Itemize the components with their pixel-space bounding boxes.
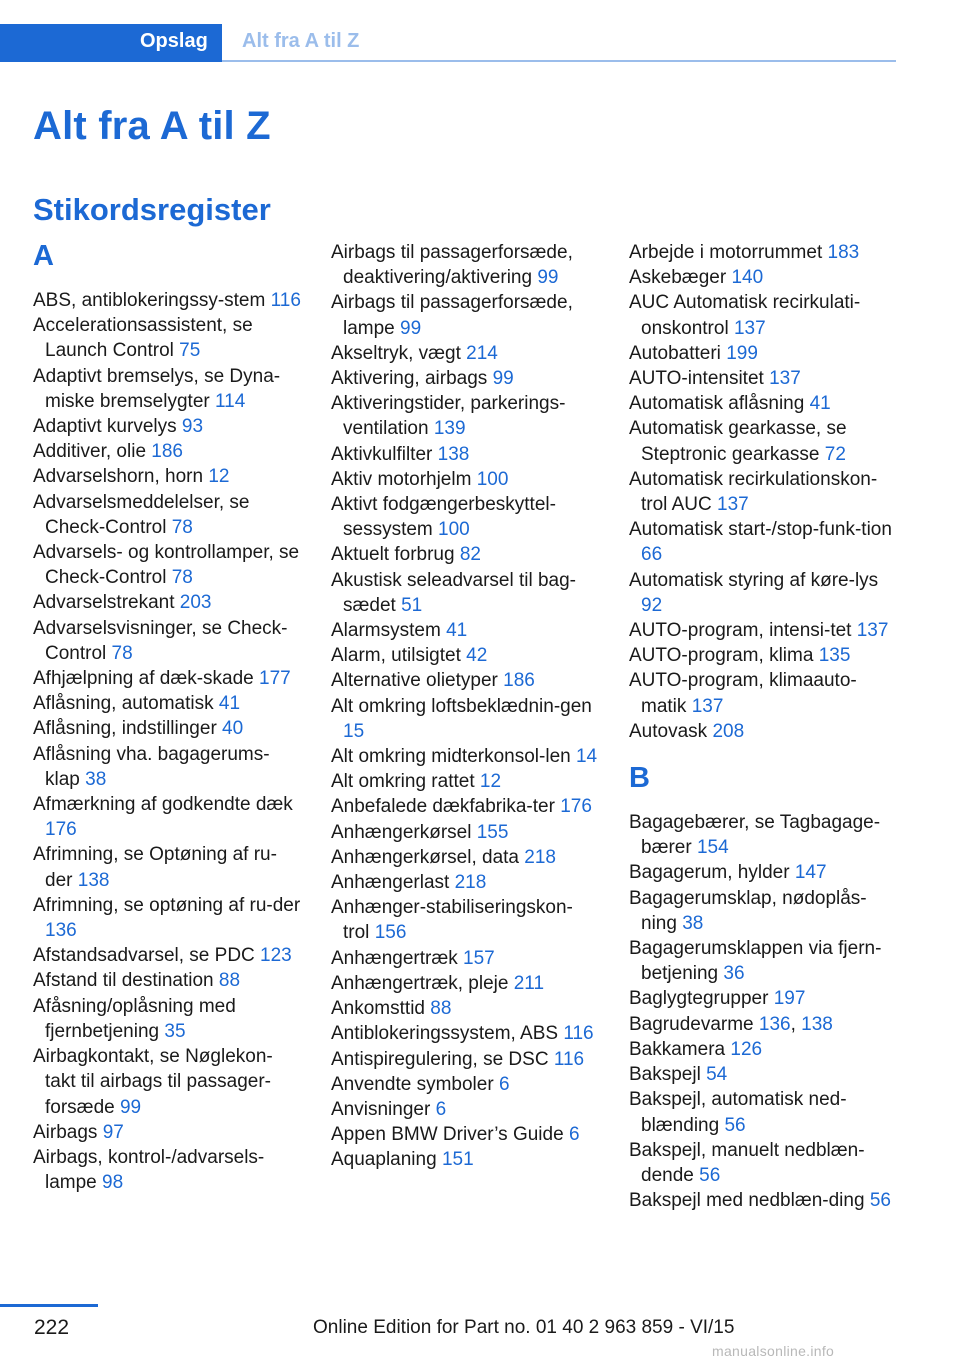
index-column-1 (33, 240, 301, 1195)
index-entry (331, 568, 599, 618)
entry-term: Bagrudevarme (629, 1013, 754, 1035)
index-entry (629, 1087, 897, 1137)
page-reference-link[interactable]: 72 (824, 443, 846, 465)
page-reference-link[interactable]: 42 (466, 645, 488, 667)
page-reference-link[interactable]: 99 (400, 317, 422, 339)
entry-term: Aflåsning, indstillinger (33, 718, 217, 740)
index-entry (331, 794, 599, 819)
index-entry (629, 668, 897, 718)
page-reference-link[interactable]: 36 (723, 963, 745, 985)
index-entry (629, 860, 897, 885)
entry-term: Bagagerumsklappen via fjern-betjening (629, 938, 882, 985)
page-reference-link[interactable]: 203 (179, 592, 212, 614)
entry-term: ABS, antiblokeringssy-stem (33, 290, 266, 311)
page-reference-link[interactable]: 176 (560, 796, 592, 818)
entry-term: Bakkamera (629, 1038, 726, 1060)
entry-term: Alt omkring rattet (331, 771, 475, 793)
page-reference-link[interactable]: 199 (726, 342, 758, 364)
entry-term: Airbags (33, 1121, 98, 1143)
index-entry (33, 616, 301, 666)
page-reference-link[interactable]: 177 (259, 668, 291, 690)
entry-term: Akseltryk, vægt (331, 342, 461, 364)
entry-term: Advarselshorn, horn (33, 466, 204, 488)
page-reference-link[interactable]: 137 (691, 695, 724, 717)
page-reference-link[interactable]: 56 (724, 1114, 746, 1136)
index-entry (33, 691, 301, 716)
page-reference-link[interactable]: 138 (437, 443, 470, 465)
page-number: 222 (34, 1316, 70, 1339)
tab-alt-fra-a-til-z[interactable]: Alt fra A til Z (242, 30, 360, 52)
page-reference-link[interactable]: 147 (794, 862, 827, 884)
entry-term: Alt omkring midterkonsol-len (331, 746, 571, 768)
page-reference-link[interactable]: 218 (524, 846, 556, 868)
entry-term: Appen BMW Driver’s Guide (331, 1124, 564, 1146)
index-entry (331, 643, 599, 668)
entry-term: Bagagebærer, se Tagbagage-bærer (629, 812, 881, 859)
index-entry (629, 986, 897, 1011)
page-reference-link[interactable]: 35 (164, 1020, 186, 1042)
entry-term: Advarselstrekant (33, 592, 175, 614)
page-reference-link[interactable]: 218 (454, 872, 487, 894)
entry-term: Ankomsttid (331, 998, 425, 1020)
page-reference-link[interactable]: 186 (151, 441, 183, 463)
index-entry (629, 1188, 897, 1213)
page-reference-link[interactable]: 138 (77, 869, 110, 891)
index-entry (33, 590, 301, 615)
entry-term: Automatisk recirkulationskon-trol AUC (629, 468, 878, 516)
page-reference-link[interactable]: 78 (171, 516, 193, 538)
entry-term: Bakspejl, automatisk ned-blænding (629, 1089, 847, 1136)
page-reference-link[interactable]: 114 (215, 390, 246, 412)
entry-term: Baglygtegrupper (629, 988, 769, 1010)
entry-term: Aktiv motorhjelm (331, 468, 472, 490)
index-entry (629, 1138, 897, 1188)
index-entry (331, 618, 599, 643)
page-reference-link[interactable]: 183 (827, 242, 860, 263)
tab-opslag[interactable] (0, 24, 222, 62)
page-reference-link[interactable]: 137 (856, 620, 889, 642)
index-entry (331, 290, 599, 340)
entry-term: Adaptivt bremselys, se Dyna-miske bremselygter (33, 365, 281, 412)
entry-term: Automatisk start-/stop-funk-tion (629, 519, 892, 541)
index-entry (33, 1044, 301, 1120)
entry-term: Antiblokeringssystem, ABS (331, 1023, 559, 1045)
page-subtitle: Stikordsregister (33, 192, 271, 227)
page-reference-link[interactable]: 6 (498, 1073, 510, 1095)
page-reference-link[interactable]: 186 (503, 670, 535, 692)
index-entry (33, 716, 301, 741)
page-reference-link[interactable]: 116 (270, 290, 301, 311)
index-entry (629, 416, 897, 466)
page-reference-link[interactable]: 38 (85, 768, 107, 790)
index-entry (331, 492, 599, 542)
page-reference-link[interactable]: 41 (809, 393, 831, 415)
page-reference-link[interactable]: 154 (696, 837, 729, 859)
header-tab-bar (0, 24, 896, 62)
page-reference-link[interactable]: 75 (179, 340, 201, 362)
index-entry (629, 810, 897, 860)
entry-term: Aquaplaning (331, 1149, 437, 1171)
page-reference-link[interactable]: 82 (459, 544, 481, 566)
index-entry (33, 968, 301, 993)
entry-term: Bagagerumsklap, nødoplås-ning (629, 887, 867, 934)
entry-term: Anhængertræk, pleje (331, 972, 509, 994)
page-reference-link[interactable]: 12 (479, 771, 502, 793)
page-reference-link[interactable]: 51 (401, 594, 423, 616)
entry-term: Bakspejl (629, 1064, 701, 1086)
page-reference-link[interactable]: 176 (45, 819, 77, 841)
index-entry (331, 694, 599, 744)
entry-term: AUTO-program, intensi-tet (629, 620, 852, 642)
index-entry (629, 366, 897, 391)
entry-term: Bakspejl med nedblæn-ding (629, 1190, 865, 1212)
entry-term: Askebæger (629, 267, 727, 289)
index-entry (331, 1072, 599, 1097)
index-entry (33, 464, 301, 489)
watermark: manualsonline.info (712, 1343, 835, 1359)
tab-opslag-label: Opslag (140, 30, 208, 52)
page-reference-link[interactable]: 137 (733, 317, 766, 339)
index-entry (331, 1021, 599, 1046)
entry-term: Anhængerkørsel (331, 821, 472, 843)
page-reference-link[interactable]: 56 (699, 1164, 721, 1186)
entry-term: Alt omkring loftsbeklædnin-gen (331, 695, 592, 717)
index-entry (331, 996, 599, 1021)
entry-term: Aflåsning vha. bagagerums-klap (33, 743, 270, 790)
page-reference-link[interactable]: 197 (773, 988, 806, 1010)
entry-term: Arbejde i motorrummet (629, 242, 823, 263)
index-entry (33, 1120, 301, 1145)
entry-term: Additiver, olie (33, 441, 147, 463)
entry-term: AUTO-intensitet (629, 368, 764, 390)
entry-term: Aktiveringstider, parkerings-ventilation (331, 393, 566, 440)
page-reference-link[interactable]: 100 (476, 468, 509, 490)
index-entry (629, 936, 897, 986)
edition-note: Online Edition for Part no. 01 40 2 963 859 - VI/15 (313, 1317, 735, 1338)
entry-term: Adaptivt kurvelys (33, 416, 177, 438)
entry-term: Anhængertræk (331, 947, 458, 969)
page-reference-link[interactable]: 137 (717, 494, 749, 516)
entry-term: Aktivkulfilter (331, 443, 433, 465)
page-reference-link[interactable]: 98 (102, 1172, 124, 1194)
page-reference-link[interactable]: 140 (731, 267, 764, 289)
index-entry (33, 540, 301, 590)
entry-term: Autobatteri (629, 342, 721, 364)
index-entry (331, 240, 599, 290)
page-reference-link[interactable]: 100 (438, 519, 470, 541)
index-entry (629, 719, 897, 744)
entry-term: Afstand til destination (33, 970, 214, 992)
entry-term: Automatisk aflåsning (629, 393, 805, 415)
entry-term: Akustisk seleadvarsel til bag-sædet (331, 569, 576, 616)
index-entry (33, 994, 301, 1044)
entry-term: Afåsning/oplåsning med fjernbetjening (33, 995, 236, 1042)
index-entry (629, 886, 897, 936)
entry-term: Afrimning, se Optøning af ru-der (33, 844, 277, 891)
page-reference-link[interactable]: 99 (119, 1096, 142, 1118)
index-entry (331, 668, 599, 693)
footer-divider (0, 1304, 98, 1307)
page-reference-link[interactable]: 157 (463, 947, 495, 969)
entry-term: Bakspejl, manuelt nedblæn-dende (629, 1139, 865, 1186)
page-reference-link[interactable]: 208 (712, 720, 745, 742)
entry-term: Anvendte symboler (331, 1073, 494, 1095)
index-entry (33, 313, 301, 363)
index-entry (629, 517, 897, 567)
entry-term: Advarsels- og kontrollamper, se Check-Control (33, 542, 300, 589)
index-entry (629, 1062, 897, 1087)
index-entry (331, 769, 599, 794)
entry-term: Aktuelt forbrug (331, 544, 455, 566)
index-entry (629, 1037, 897, 1062)
entry-term: Alarm, utilsigtet (331, 645, 461, 667)
page-reference-link[interactable]: 41 (446, 620, 468, 642)
page-reference-link[interactable]: 15 (343, 720, 365, 742)
page-reference-link[interactable]: 66 (641, 544, 663, 566)
header-divider (222, 60, 896, 62)
entry-term: Antispiregulering, se DSC (331, 1048, 549, 1070)
entry-term: Automatisk gearkasse, se Steptronic gearkasse (629, 418, 847, 465)
index-entry (331, 1147, 599, 1172)
entry-term: Afmærkning af godkendte dæk (33, 794, 293, 816)
page-reference-link[interactable]: 88 (430, 998, 452, 1020)
index-entry (629, 341, 897, 366)
entry-term: AUC Automatisk recirkulati-onskontrol (629, 292, 861, 339)
index-entry (629, 290, 897, 340)
index-entry (33, 414, 301, 439)
page-reference-link[interactable]: 138 (801, 1013, 833, 1035)
page-reference-link[interactable]: 116 (553, 1048, 585, 1070)
index-entry (33, 439, 301, 464)
section-letter: B (629, 762, 650, 795)
page-reference-link[interactable]: 99 (492, 368, 514, 390)
entry-term: Anhænger-stabiliseringskon-trol (331, 897, 573, 944)
page-reference-link[interactable]: 156 (374, 922, 407, 944)
page-reference-link[interactable]: 135 (818, 645, 851, 667)
index-entry (629, 568, 897, 618)
page-reference-link[interactable]: 92 (641, 594, 663, 616)
index-entry (33, 288, 301, 313)
index-entry (33, 893, 301, 943)
page-reference-link[interactable]: 78 (111, 642, 133, 664)
page-reference-link[interactable]: 6 (568, 1124, 580, 1146)
page-reference-link[interactable]: 139 (433, 418, 466, 440)
entry-term: Aktivt fodgængerbeskyttel-sessystem (331, 494, 556, 541)
index-entry (629, 467, 897, 517)
entry-term: Airbags til passagerforsæde, deaktivering/aktivering (331, 242, 573, 289)
index-entry (33, 792, 301, 842)
index-column-3 (629, 240, 897, 1213)
index-entry (629, 643, 897, 668)
entry-term: Airbagkontakt, se Nøglekon-takt til airbags til passager-forsæde (33, 1046, 273, 1118)
page-reference-link[interactable]: 38 (682, 912, 704, 934)
entry-term: Bagagerum, hylder (629, 862, 790, 884)
index-entry (629, 265, 897, 290)
index-entry (331, 467, 599, 492)
page-reference-link[interactable]: 88 (218, 970, 241, 992)
entry-term: Airbags, kontrol-/advarsels-lampe (33, 1146, 265, 1194)
entry-term: Alarmsystem (331, 620, 441, 642)
page-reference-link[interactable]: 14 (575, 746, 598, 768)
page-reference-link[interactable]: 54 (706, 1064, 728, 1086)
index-entry (331, 1122, 599, 1147)
page-reference-link[interactable]: 214 (466, 342, 498, 364)
entry-term: Aktivering, airbags (331, 368, 488, 390)
index-entry (331, 845, 599, 870)
entry-term: Anvisninger (331, 1098, 431, 1120)
page-reference-link[interactable]: 151 (441, 1149, 474, 1171)
index-entry (33, 666, 301, 691)
index-entry (33, 1145, 301, 1195)
page-reference-link[interactable]: 40 (222, 718, 244, 740)
page-reference-link[interactable]: 6 (435, 1098, 447, 1120)
entry-term: Airbags til passagerforsæde, lampe (331, 292, 573, 339)
index-column-2 (331, 240, 599, 1173)
page-reference-link[interactable]: 137 (769, 368, 801, 390)
index-entry (629, 391, 897, 416)
entry-term: Automatisk styring af køre-lys (629, 569, 879, 591)
index-entry (33, 364, 301, 414)
index-entry: Bagrudevarme 136, 138 (629, 1013, 833, 1035)
index-entry (629, 618, 897, 643)
page-reference-link[interactable]: 97 (102, 1121, 124, 1143)
index-entry (331, 1047, 599, 1072)
index-entry (331, 542, 599, 567)
entry-term: Aflåsning, automatisk (33, 693, 214, 715)
index-entry (331, 341, 599, 366)
index-entry (331, 820, 599, 845)
index-entry (33, 943, 301, 968)
page-reference-link[interactable]: 116 (563, 1023, 594, 1045)
index-entry (331, 442, 599, 467)
page-reference-link[interactable]: 123 (260, 945, 292, 967)
page-reference-link[interactable]: 136 (45, 920, 77, 942)
page-reference-link[interactable]: 136 (758, 1013, 791, 1035)
index-entry (331, 391, 599, 441)
entry-term: Anbefalede dækfabrika-ter (331, 796, 555, 818)
entry-term: Advarselsvisninger, se Check-Control (33, 617, 288, 664)
entry-term: Anhængerlast (331, 872, 450, 894)
index-entry (629, 240, 897, 265)
page-reference-link[interactable]: 93 (181, 416, 204, 438)
page-reference-link[interactable]: 12 (208, 466, 230, 488)
index-entry (331, 895, 599, 945)
entry-term: Afrimning, se optøning af ru-der (33, 894, 301, 916)
entry-term: Anhængerkørsel, data (331, 846, 519, 868)
page-reference-link[interactable]: 41 (218, 693, 241, 715)
index-entry (33, 490, 301, 540)
entry-term: Afhjælpning af dæk-skade (33, 668, 254, 690)
index-entry (331, 971, 599, 996)
entry-term: AUTO-program, klimaauto-matik (629, 670, 857, 717)
entry-term: Afstandsadvarsel, se PDC (33, 945, 255, 967)
entry-term: Advarselsmeddelelser, se Check-Control (33, 491, 250, 538)
index-entry (33, 842, 301, 892)
entry-term: Alternative olietyper (331, 670, 498, 692)
page-title: Alt fra A til Z (33, 104, 271, 148)
section-letter: A (33, 240, 54, 272)
page-reference-link[interactable]: 126 (730, 1038, 763, 1060)
page-reference-link[interactable]: 211 (513, 972, 545, 994)
index-entry (331, 1097, 599, 1122)
entry-term: AUTO-program, klima (629, 645, 814, 667)
page-reference-link[interactable]: 78 (171, 567, 193, 589)
page-reference-link[interactable]: 56 (869, 1190, 891, 1212)
entry-term: Autovask (629, 720, 708, 742)
index-entry (33, 742, 301, 792)
index-entry (331, 870, 599, 895)
index-entry (331, 366, 599, 391)
index-entry (331, 946, 599, 971)
entry-term: Accelerationsassistent, se Launch Control (33, 315, 253, 362)
page-reference-link[interactable]: 155 (476, 821, 509, 843)
index-entry (331, 744, 599, 769)
page-reference-link[interactable]: 99 (537, 267, 559, 289)
